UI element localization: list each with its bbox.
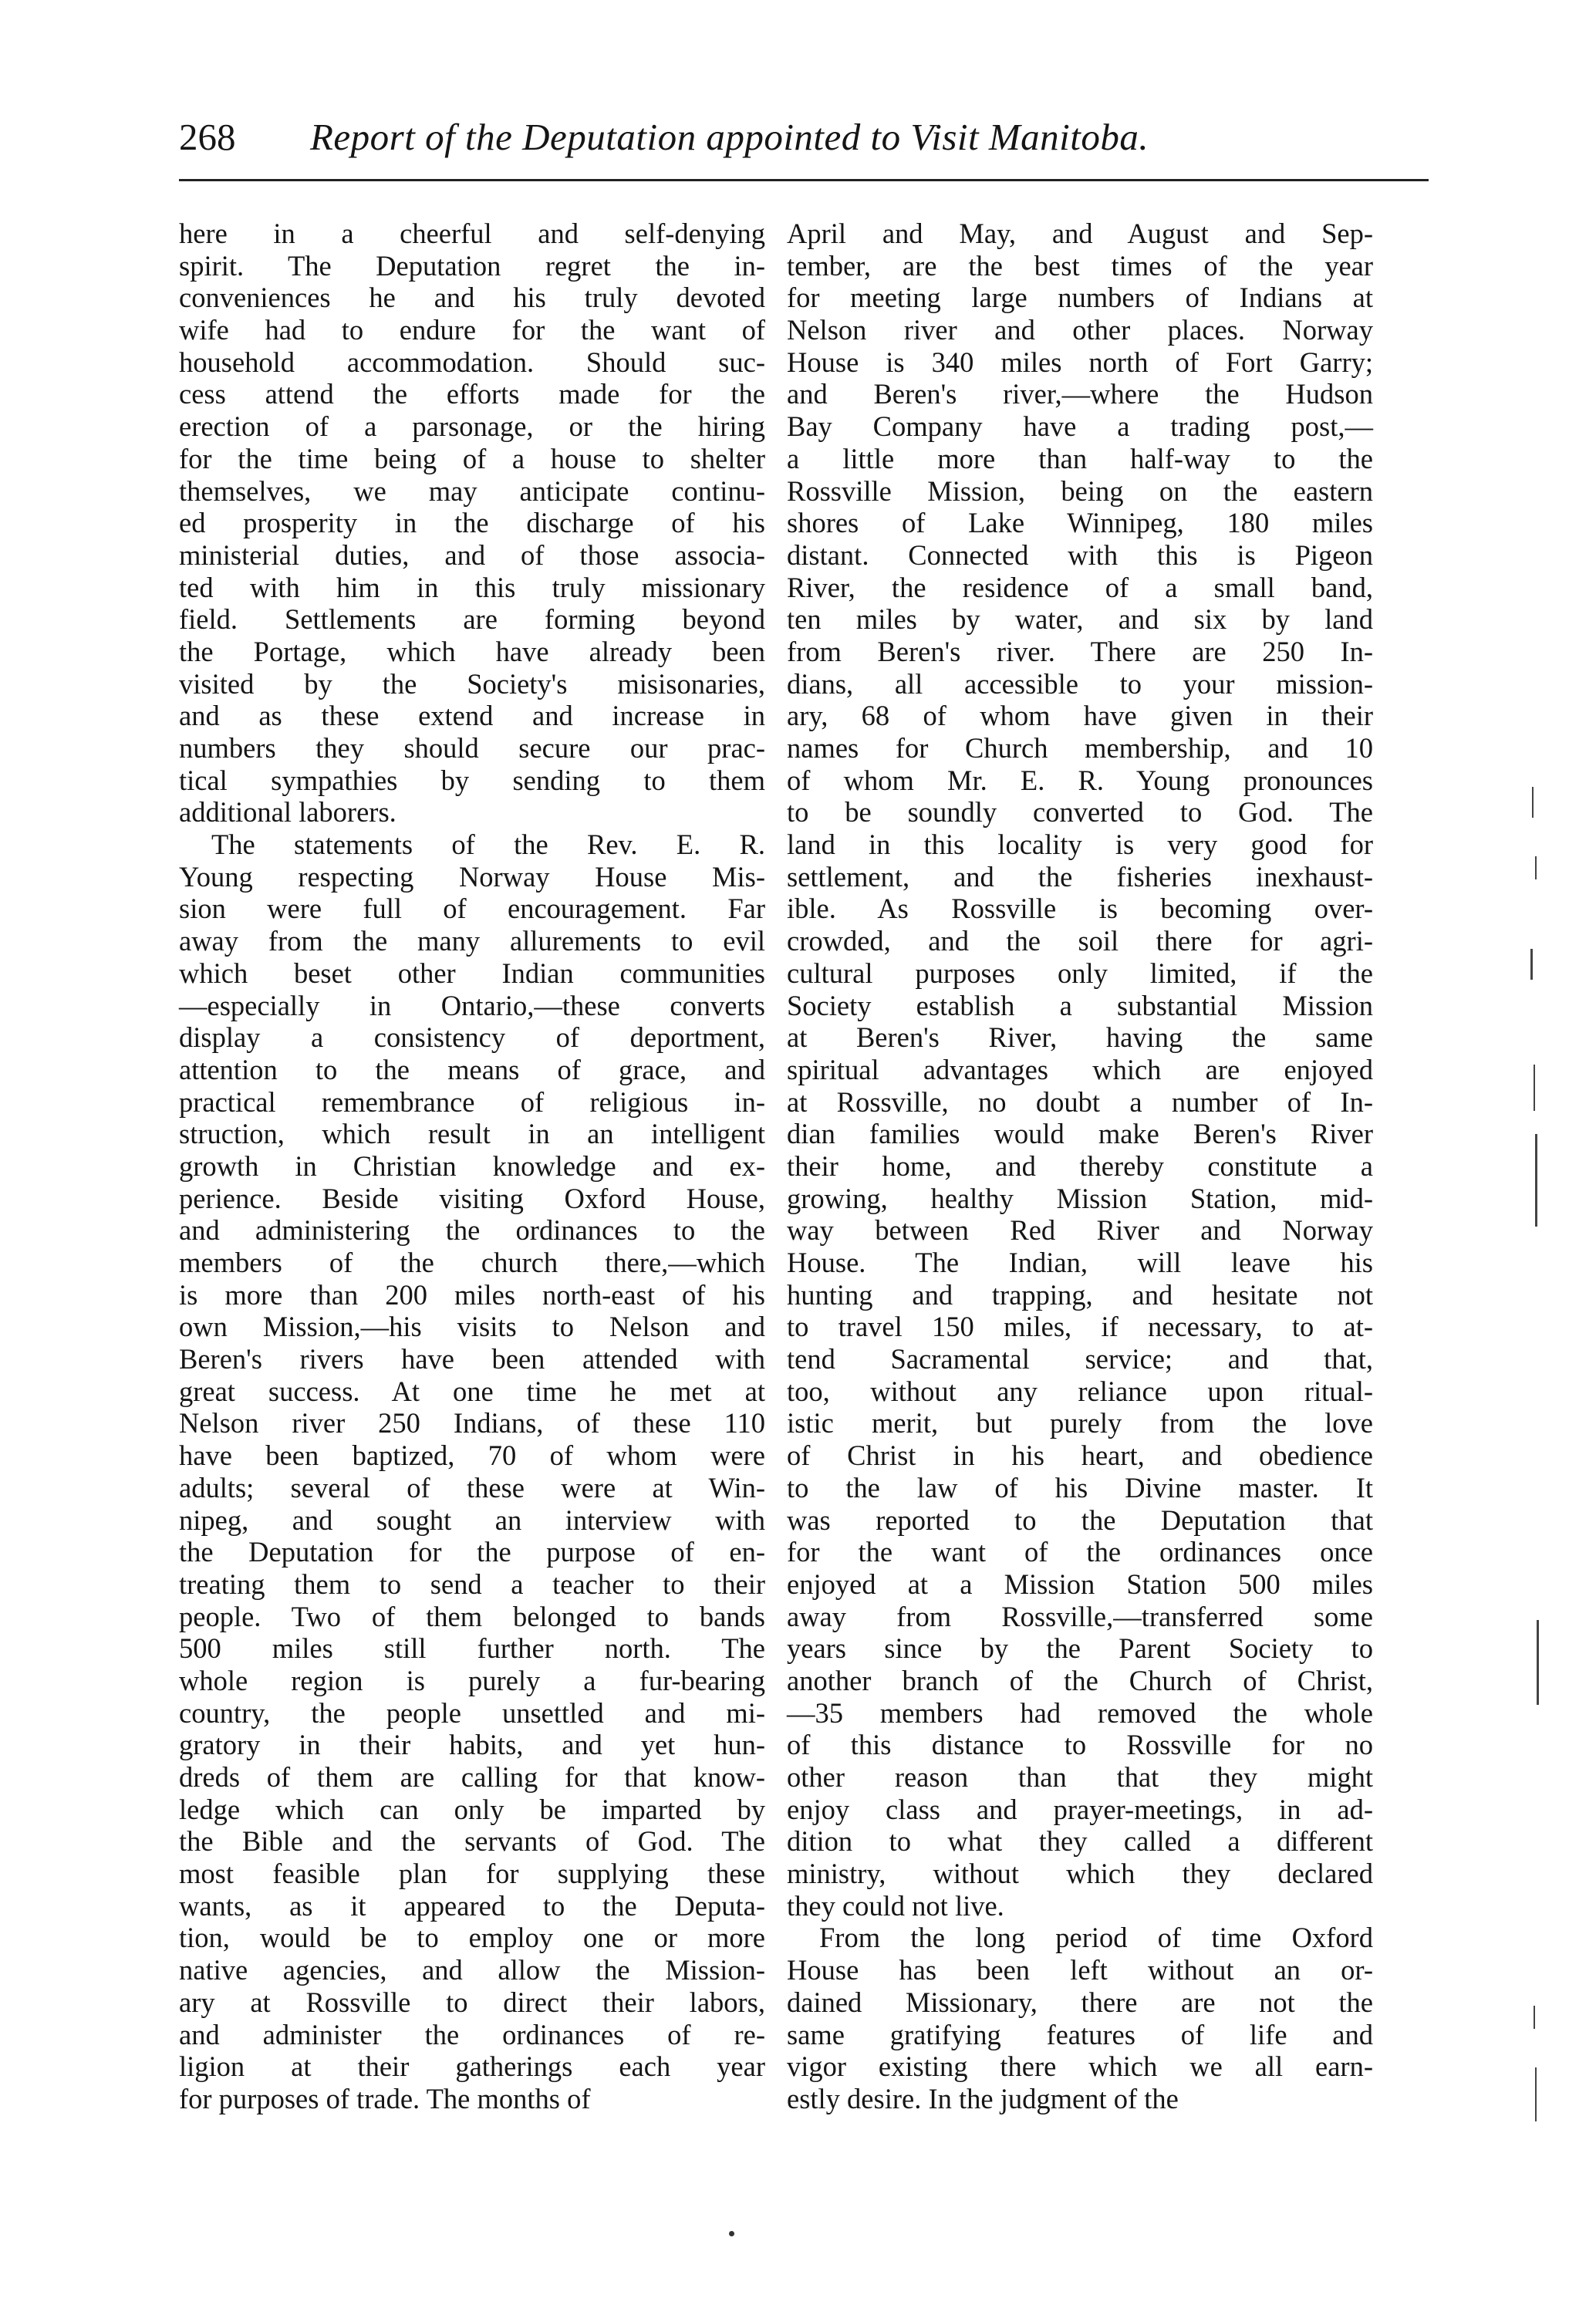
text-line: House has been left without an or- bbox=[787, 1954, 1373, 1986]
text-line: April and May, and August and Sep- bbox=[787, 218, 1373, 249]
text-line: Rossville Mission, being on the eastern bbox=[787, 474, 1373, 507]
text-line: gratory in their habits, and yet hun- bbox=[179, 1729, 765, 1761]
text-line: ministry, without which they declared bbox=[787, 1858, 1373, 1890]
text-line: for purposes of trade. The months of bbox=[179, 2082, 591, 2114]
text-line: nipeg, and sought an interview with bbox=[179, 1504, 765, 1536]
text-line: ligion at their gatherings each year bbox=[179, 2050, 765, 2083]
running-title: Report of the Deputation appointed to Visit Manitoba. bbox=[310, 116, 1149, 158]
text-line: away from the many allurements to evil bbox=[179, 925, 765, 957]
text-line: to be soundly converted to God. The bbox=[787, 796, 1373, 829]
text-line: have been baptized, 70 of whom were bbox=[179, 1439, 765, 1472]
text-line: the Bible and the servants of God. The bbox=[179, 1825, 765, 1858]
text-line: ary at Rossville to direct their labors, bbox=[179, 1986, 765, 2018]
text-line: people. Two of them belonged to bands bbox=[179, 1600, 765, 1632]
text-line: Beren's rivers have been attended with bbox=[179, 1343, 765, 1375]
text-line: Nelson river 250 Indians, of these 110 bbox=[179, 1407, 765, 1439]
text-line: away from Rossville,—transferred some bbox=[787, 1600, 1373, 1632]
text-line: the Portage, which have already been bbox=[179, 635, 765, 667]
text-line: additional laborers. bbox=[179, 796, 396, 829]
text-line: native agencies, and allow the Mission- bbox=[179, 1954, 765, 1986]
text-line: themselves, we may anticipate continu- bbox=[179, 474, 765, 507]
text-line: sion were full of encouragement. Far bbox=[179, 893, 765, 925]
left-column bbox=[179, 218, 765, 2115]
text-line: practical remembrance of religious in- bbox=[179, 1085, 765, 1118]
text-line: settlement, and the fisheries inexhaust- bbox=[787, 860, 1373, 893]
text-line: Society establish a substantial Mission bbox=[787, 989, 1373, 1021]
text-line: dreds of them are calling for that know- bbox=[179, 1761, 765, 1793]
text-line: for meeting large numbers of Indians at bbox=[787, 282, 1373, 314]
text-line: other reason than that they might bbox=[787, 1761, 1373, 1793]
text-line: here in a cheerful and self-denying bbox=[179, 218, 765, 249]
margin-scan-marks bbox=[1518, 771, 1564, 2145]
text-line: tember, are the best times of the year bbox=[787, 249, 1373, 282]
text-line: land in this locality is very good for bbox=[787, 829, 1373, 861]
text-line: cultural purposes only limited, if the bbox=[787, 957, 1373, 989]
text-line: their home, and thereby constitute a bbox=[787, 1149, 1373, 1182]
text-line: dians, all accessible to your mission- bbox=[787, 667, 1373, 700]
text-line: members of the church there,—which bbox=[179, 1247, 765, 1278]
text-line: too, without any reliance upon ritual- bbox=[787, 1375, 1373, 1407]
text-line: display a consistency of deportment, bbox=[179, 1021, 765, 1054]
text-line: —especially in Ontario,—these converts bbox=[179, 989, 765, 1021]
text-line: way between Red River and Norway bbox=[787, 1214, 1373, 1247]
text-line: conveniences he and his truly devoted bbox=[179, 282, 765, 314]
text-line: ible. As Rossville is becoming over- bbox=[787, 893, 1373, 925]
text-line: to the law of his Divine master. It bbox=[787, 1471, 1373, 1504]
text-line: tion, would be to employ one or more bbox=[179, 1922, 765, 1954]
text-line: own Mission,—his visits to Nelson and bbox=[179, 1311, 765, 1343]
text-line: tical sympathies by sending to them bbox=[179, 764, 765, 796]
text-line: House. The Indian, will leave his bbox=[787, 1247, 1373, 1278]
text-line: at Beren's River, having the same bbox=[787, 1021, 1373, 1054]
page-number: 268 bbox=[179, 116, 236, 158]
text-line: for the time being of a house to shelter bbox=[179, 442, 765, 474]
text-line: attention to the means of grace, and bbox=[179, 1053, 765, 1085]
text-line: The statements of the Rev. E. R. bbox=[211, 829, 765, 861]
text-line: From the long period of time Oxford bbox=[819, 1922, 1373, 1954]
text-line: which beset other Indian communities bbox=[179, 957, 765, 989]
text-line: distant. Connected with this is Pigeon bbox=[787, 538, 1373, 571]
text-line: the Deputation for the purpose of en- bbox=[179, 1536, 765, 1568]
text-line: istic merit, but purely from the love bbox=[787, 1407, 1373, 1439]
text-line: spirit. The Deputation regret the in- bbox=[179, 249, 765, 282]
text-line: to travel 150 miles, if necessary, to at- bbox=[787, 1311, 1373, 1343]
text-line: Bay Company have a trading post,— bbox=[787, 410, 1373, 443]
text-line: erection of a parsonage, or the hiring bbox=[179, 410, 765, 443]
text-line: ary, 68 of whom have given in their bbox=[787, 700, 1373, 732]
text-line: numbers they should secure our prac- bbox=[179, 732, 765, 764]
header-rule bbox=[179, 179, 1429, 181]
right-column bbox=[787, 218, 1373, 2115]
text-line: household accommodation. Should suc- bbox=[179, 346, 765, 378]
text-line: hunting and trapping, and hesitate not bbox=[787, 1278, 1373, 1311]
text-line: 500 miles still further north. The bbox=[179, 1632, 765, 1665]
text-line: from Beren's river. There are 250 In- bbox=[787, 635, 1373, 667]
text-line: adults; several of these were at Win- bbox=[179, 1471, 765, 1504]
text-line: wants, as it appeared to the Deputa- bbox=[179, 1889, 765, 1922]
bottom-dot bbox=[729, 2231, 734, 2236]
text-line: ten miles by water, and six by land bbox=[787, 603, 1373, 636]
text-line: shores of Lake Winnipeg, 180 miles bbox=[787, 507, 1373, 539]
text-line: House is 340 miles north of Fort Garry; bbox=[787, 346, 1373, 378]
text-line: of this distance to Rossville for no bbox=[787, 1729, 1373, 1761]
text-line: years since by the Parent Society to bbox=[787, 1632, 1373, 1665]
text-line: is more than 200 miles north-east of his bbox=[179, 1278, 765, 1311]
text-line: enjoy class and prayer-meetings, in ad- bbox=[787, 1793, 1373, 1825]
text-line: dained Missionary, there are not the bbox=[787, 1986, 1373, 2018]
text-line: ed prosperity in the discharge of his bbox=[179, 507, 765, 539]
text-line: River, the residence of a small band, bbox=[787, 571, 1373, 603]
text-line: field. Settlements are forming beyond bbox=[179, 603, 765, 636]
text-line: enjoyed at a Mission Station 500 miles bbox=[787, 1568, 1373, 1600]
text-line: Nelson river and other places. Norway bbox=[787, 314, 1373, 346]
text-line: visited by the Society's misisonaries, bbox=[179, 667, 765, 700]
text-line: dian families would make Beren's River bbox=[787, 1118, 1373, 1150]
text-line: ted with him in this truly missionary bbox=[179, 571, 765, 603]
text-line: same gratifying features of life and bbox=[787, 2018, 1373, 2050]
text-line: cess attend the efforts made for the bbox=[179, 378, 765, 410]
text-line: and as these extend and increase in bbox=[179, 700, 765, 732]
text-line: a little more than half-way to the bbox=[787, 442, 1373, 474]
text-line: and Beren's river,—where the Hudson bbox=[787, 378, 1373, 410]
text-line: dition to what they called a different bbox=[787, 1825, 1373, 1858]
text-line: at Rossville, no doubt a number of In- bbox=[787, 1085, 1373, 1118]
text-line: and administering the ordinances to the bbox=[179, 1214, 765, 1247]
text-line: names for Church membership, and 10 bbox=[787, 732, 1373, 764]
text-line: crowded, and the soil there for agri- bbox=[787, 925, 1373, 957]
text-line: wife had to endure for the want of bbox=[179, 314, 765, 346]
text-line: country, the people unsettled and mi- bbox=[179, 1696, 765, 1729]
text-line: perience. Beside visiting Oxford House, bbox=[179, 1182, 765, 1214]
text-line: they could not live. bbox=[787, 1889, 1004, 1922]
text-line: whole region is purely a fur-bearing bbox=[179, 1664, 765, 1696]
text-line: tend Sacramental service; and that, bbox=[787, 1343, 1373, 1375]
text-line: great success. At one time he met at bbox=[179, 1375, 765, 1407]
text-line: growing, healthy Mission Station, mid- bbox=[787, 1182, 1373, 1214]
text-line: vigor existing there which we all earn- bbox=[787, 2050, 1373, 2083]
text-line: spiritual advantages which are enjoyed bbox=[787, 1053, 1373, 1085]
text-line: Young respecting Norway House Mis- bbox=[179, 860, 765, 893]
text-line: most feasible plan for supplying these bbox=[179, 1858, 765, 1890]
text-line: —35 members had removed the whole bbox=[787, 1696, 1373, 1729]
text-line: for the want of the ordinances once bbox=[787, 1536, 1373, 1568]
text-line: was reported to the Deputation that bbox=[787, 1504, 1373, 1536]
text-line: of Christ in his heart, and obedience bbox=[787, 1439, 1373, 1472]
text-line: ministerial duties, and of those associa- bbox=[179, 538, 765, 571]
text-line: and administer the ordinances of re- bbox=[179, 2018, 765, 2050]
text-line: growth in Christian knowledge and ex- bbox=[179, 1149, 765, 1182]
text-line: struction, which result in an intelligent bbox=[179, 1118, 765, 1150]
text-line: ledge which can only be imparted by bbox=[179, 1793, 765, 1825]
text-line: of whom Mr. E. R. Young pronounces bbox=[787, 764, 1373, 796]
text-line: estly desire. In the judgment of the bbox=[787, 2082, 1179, 2114]
text-line: another branch of the Church of Christ, bbox=[787, 1664, 1373, 1696]
text-line: treating them to send a teacher to their bbox=[179, 1568, 765, 1600]
